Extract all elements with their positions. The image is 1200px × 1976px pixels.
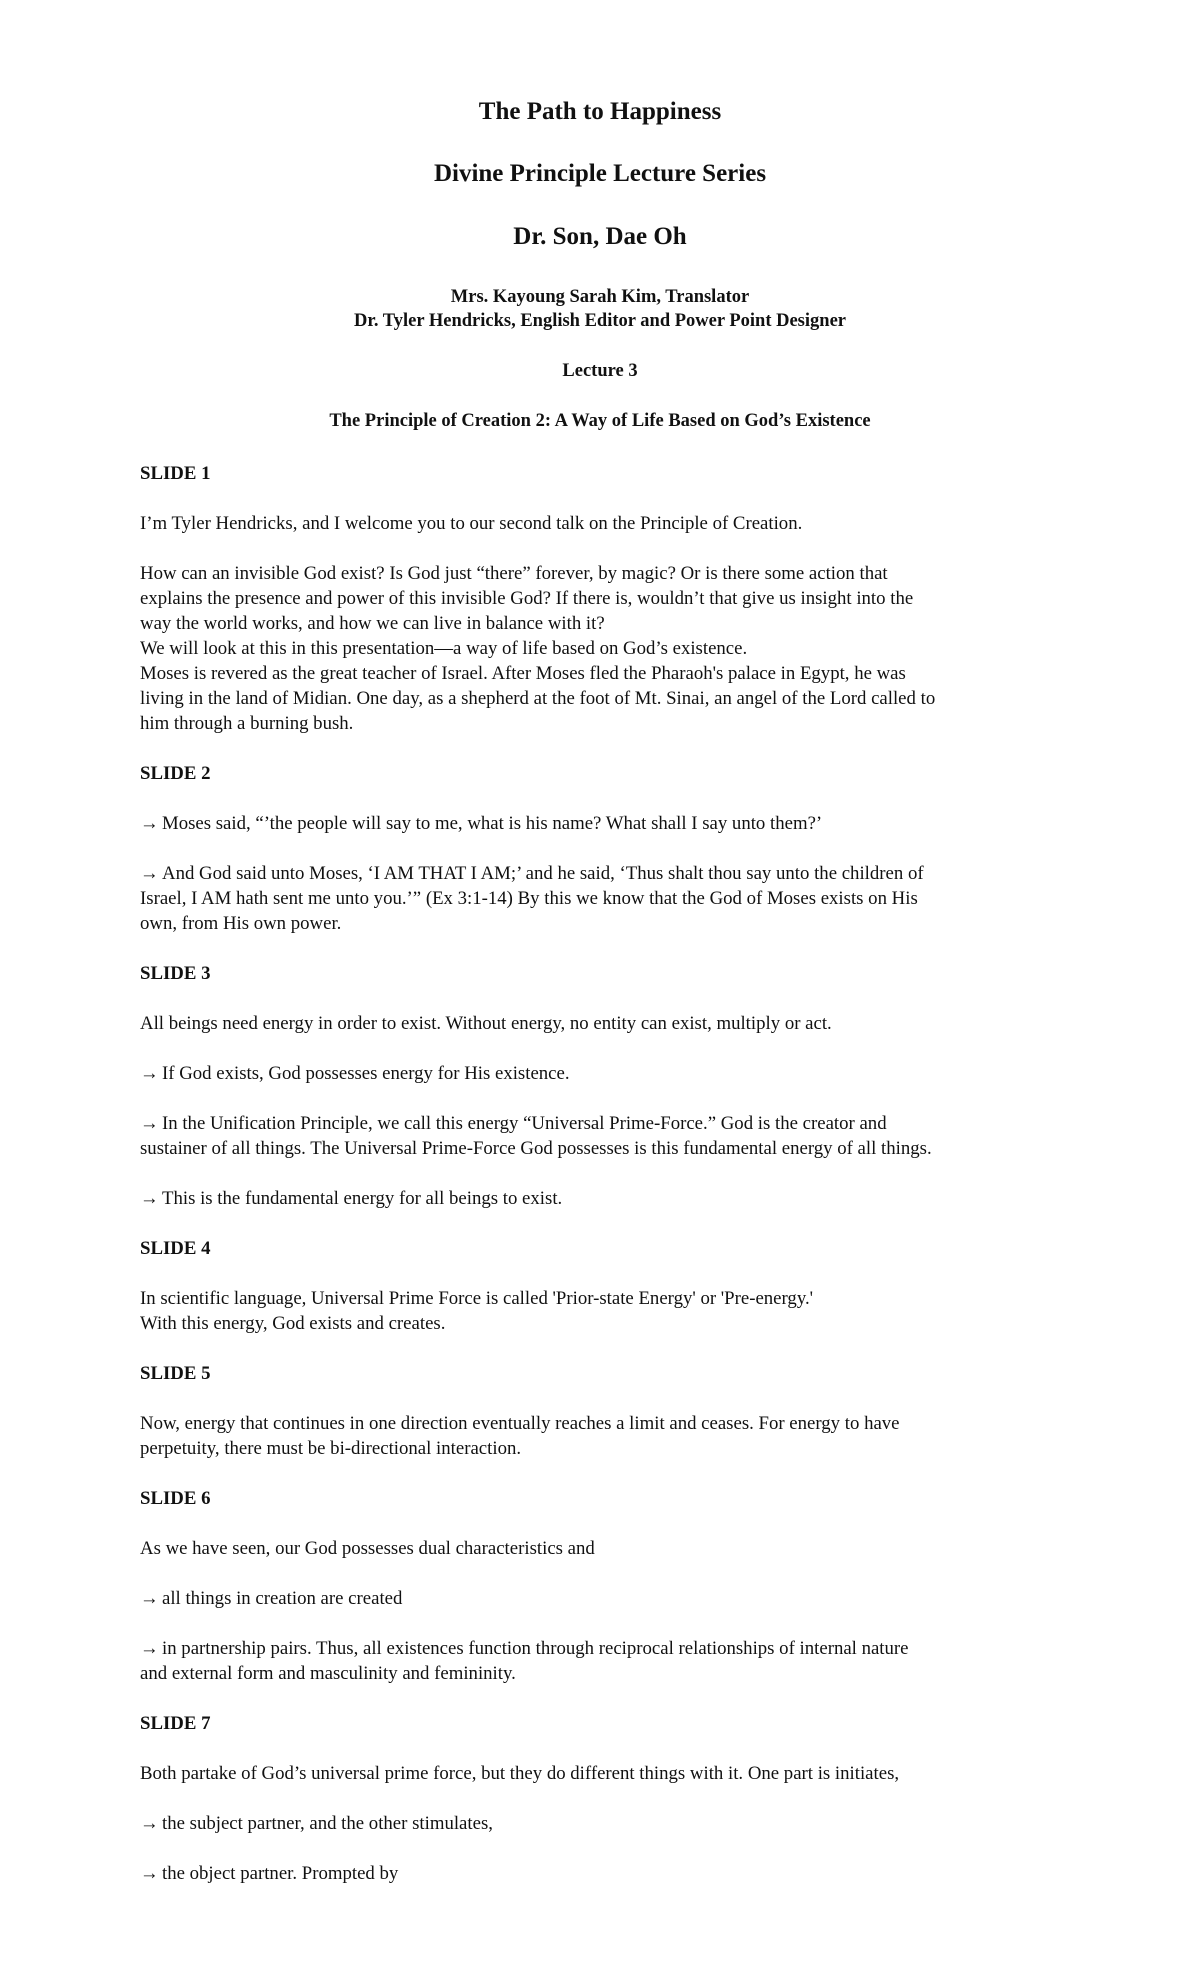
arrow-icon: →	[140, 1188, 159, 1209]
arrow-icon: →	[140, 1813, 159, 1834]
paragraph-line: Now, energy that continues in one direction eventually reaches a limit and ceases. For energy to have	[140, 1413, 900, 1434]
slide-2-point-1	[140, 811, 1070, 836]
paragraph-line: With this energy, God exists and creates.	[140, 1313, 446, 1334]
slide-6-intro	[140, 1536, 1070, 1561]
paragraph-line: And God said unto Moses, ‘I AM THAT I AM;’ and he said, ‘Thus shalt thou say unto the children of	[162, 863, 924, 884]
paragraph-line: This is the fundamental energy for all beings to exist.	[162, 1188, 563, 1209]
paragraph-line: In scientific language, Universal Prime Force is called 'Prior-state Energy' or 'Pre-energy.'	[140, 1288, 814, 1309]
slide-6-heading: SLIDE 6	[140, 1488, 211, 1509]
slide-7-point-1	[140, 1811, 1070, 1836]
slide-3-intro	[140, 1011, 1070, 1036]
paragraph-line: him through a burning bush.	[140, 713, 354, 734]
slide-2-point-2	[140, 861, 1070, 936]
paragraph-line: As we have seen, our God possesses dual characteristics and	[140, 1538, 595, 1559]
paragraph-line: perpetuity, there must be bi-directional interaction.	[140, 1438, 522, 1459]
paragraph-line: way the world works, and how we can live in balance with it?	[140, 613, 605, 634]
slide-3-heading: SLIDE 3	[140, 963, 211, 984]
slide-1-intro	[140, 511, 1070, 536]
slide-5-heading: SLIDE 5	[140, 1363, 211, 1384]
slide-7-intro	[140, 1761, 1070, 1786]
slide-5-body	[140, 1411, 1070, 1461]
paragraph-line: All beings need energy in order to exist. Without energy, no entity can exist, multiply or act.	[140, 1013, 832, 1034]
paragraph-line: in partnership pairs. Thus, all existences function through reciprocal relationships of internal nature	[162, 1638, 909, 1659]
slide-4-body	[140, 1286, 1070, 1336]
paragraph-line: the subject partner, and the other stimulates,	[162, 1813, 493, 1834]
slide-7-point-2	[140, 1861, 1070, 1886]
paragraph-line: the object partner. Prompted by	[162, 1863, 399, 1884]
document-title: The Path to Happiness	[478, 98, 722, 125]
paragraph-line: living in the land of Midian. One day, as a shepherd at the foot of Mt. Sinai, an angel of the Lord called to	[140, 688, 936, 709]
paragraph-line: sustainer of all things. The Universal Prime-Force God possesses is this fundamental energy of all things.	[140, 1138, 932, 1159]
arrow-icon: →	[140, 813, 159, 834]
slide-3-point-3	[140, 1186, 1070, 1211]
editor-credit: Dr. Tyler Hendricks, English Editor and Power Point Designer	[353, 311, 846, 331]
paragraph-line: In the Unification Principle, we call this energy “Universal Prime-Force.” God is the creator and	[162, 1113, 887, 1134]
paragraph-line: all things in creation are created	[162, 1588, 403, 1609]
arrow-icon: →	[140, 1863, 159, 1884]
slide-3-point-2	[140, 1111, 1070, 1161]
series-title: Divine Principle Lecture Series	[433, 160, 767, 187]
slide-6-point-2	[140, 1636, 1070, 1686]
slide-1-heading: SLIDE 1	[140, 463, 211, 484]
slide-4-heading: SLIDE 4	[140, 1238, 211, 1259]
paragraph-line: Moses is revered as the great teacher of Israel. After Moses fled the Pharaoh's palace in Egypt, he was	[140, 663, 906, 684]
paragraph-line: Moses said, “’the people will say to me, what is his name? What shall I say unto them?’	[162, 813, 823, 834]
translator-credit: Mrs. Kayoung Sarah Kim, Translator	[450, 287, 750, 307]
lecture-number: Lecture 3	[562, 361, 638, 381]
paragraph-line: own, from His own power.	[140, 913, 342, 934]
slide-7-heading: SLIDE 7	[140, 1713, 211, 1734]
paragraph-line: How can an invisible God exist? Is God just “there” forever, by magic? Or is there some action that	[140, 563, 888, 584]
paragraph-line: Israel, I AM hath sent me unto you.’” (Ex 3:1-14) By this we know that the God of Moses exists on His	[140, 888, 918, 909]
paragraph-line: We will look at this in this presentation—a way of life based on God’s existence.	[140, 638, 748, 659]
slide-2-heading: SLIDE 2	[140, 763, 211, 784]
slide-6-point-1	[140, 1586, 1070, 1611]
paragraph-line: Both partake of God’s universal prime force, but they do different things with it. One part is initiates,	[140, 1763, 900, 1784]
arrow-icon: →	[140, 1588, 159, 1609]
paragraph-line: I’m Tyler Hendricks, and I welcome you to our second talk on the Principle of Creation.	[140, 513, 803, 534]
paragraph-line: If God exists, God possesses energy for His existence.	[162, 1063, 570, 1084]
arrow-icon: →	[140, 863, 159, 884]
slide-1-body	[140, 561, 1070, 736]
author-name: Dr. Son, Dae Oh	[513, 223, 687, 250]
arrow-icon: →	[140, 1063, 159, 1084]
lecture-subtitle: The Principle of Creation 2: A Way of Life Based on God’s Existence	[329, 411, 871, 431]
slide-3-point-1	[140, 1061, 1070, 1086]
arrow-icon: →	[140, 1113, 159, 1134]
paragraph-line: explains the presence and power of this invisible God? If there is, wouldn’t that give us insight into the	[140, 588, 914, 609]
paragraph-line: and external form and masculinity and femininity.	[140, 1663, 516, 1684]
arrow-icon: →	[140, 1638, 159, 1659]
